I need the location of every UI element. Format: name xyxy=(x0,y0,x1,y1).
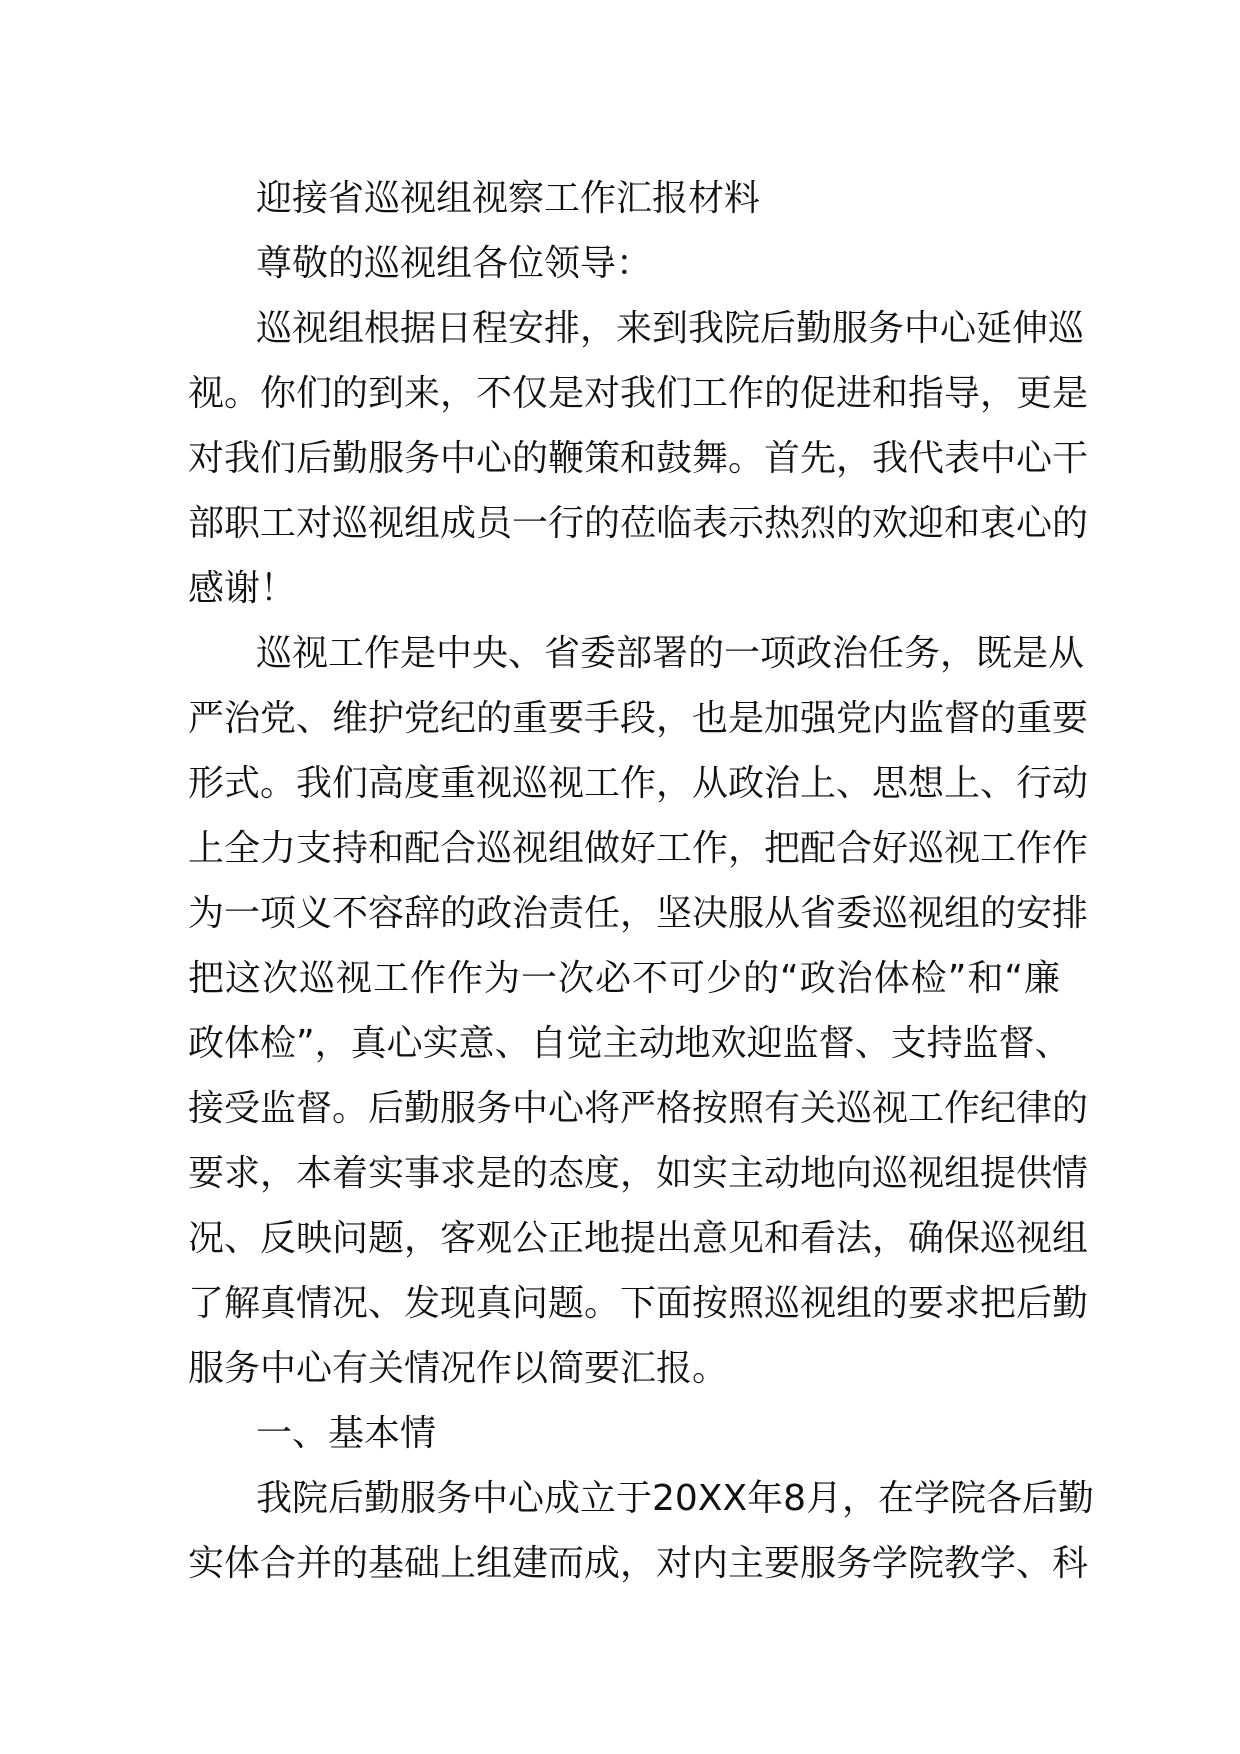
paragraph-line: 视。你们的到来，不仅是对我们工作的促进和指导，更是 xyxy=(188,373,1089,414)
salutation: 尊敬的巡视组各位领导： xyxy=(256,243,653,284)
paragraph-line: 部职工对巡视组成员一行的莅临表示热烈的欢迎和衷心的 xyxy=(188,503,1089,544)
paragraph-line: 严治党、维护党纪的重要手段，也是加强党内监督的重要 xyxy=(188,698,1089,739)
paragraph-line: 上全力支持和配合巡视组做好工作，把配合好巡视工作作 xyxy=(188,828,1089,869)
paragraph-line: 巡视组根据日程安排，来到我院后勤服务中心延伸巡 xyxy=(256,308,1085,349)
paragraph-line: 要求，本着实事求是的态度，如实主动地向巡视组提供情 xyxy=(188,1153,1089,1194)
section-heading: 一、基本情 xyxy=(256,1413,437,1454)
paragraph-line: 服务中心有关情况作以简要汇报。 xyxy=(188,1348,729,1389)
document-body xyxy=(188,166,1095,1596)
paragraph-basic-info xyxy=(188,1466,1095,1596)
paragraph-line: 感谢！ xyxy=(188,568,297,609)
paragraph-line: 形式。我们高度重视巡视工作，从政治上、思想上、行动 xyxy=(188,763,1089,804)
paragraph-line: 况、反映问题，客观公正地提出意见和看法，确保巡视组 xyxy=(188,1218,1089,1259)
paragraph-line: 为一项义不容辞的政治责任，坚决服从省委巡视组的安排 xyxy=(188,893,1089,934)
paragraph-line: 接受监督。后勤服务中心将严格按照有关巡视工作纪律的 xyxy=(188,1088,1089,1129)
document-title: 迎接省巡视组视察工作汇报材料 xyxy=(256,178,761,219)
paragraph-line: 把这次巡视工作作为一次必不可少的“政治体检”和“廉 xyxy=(188,958,1060,999)
paragraph-line: 我院后勤服务中心成立于20XX年8月，在学院各后勤 xyxy=(256,1478,1095,1519)
paragraph-inspection-work xyxy=(188,621,1089,1401)
paragraph-line: 对我们后勤服务中心的鞭策和鼓舞。首先，我代表中心干 xyxy=(188,438,1089,479)
paragraph-line: 了解真情况、发现真问题。下面按照巡视组的要求把后勤 xyxy=(188,1283,1089,1324)
paragraph-line: 巡视工作是中央、省委部署的一项政治任务，既是从 xyxy=(256,633,1085,674)
paragraph-line: 政体检”，真心实意、自觉主动地欢迎监督、支持监督、 xyxy=(188,1023,1071,1064)
paragraph-welcome xyxy=(188,296,1089,621)
paragraph-line: 实体合并的基础上组建而成，对内主要服务学院教学、科 xyxy=(188,1543,1089,1584)
